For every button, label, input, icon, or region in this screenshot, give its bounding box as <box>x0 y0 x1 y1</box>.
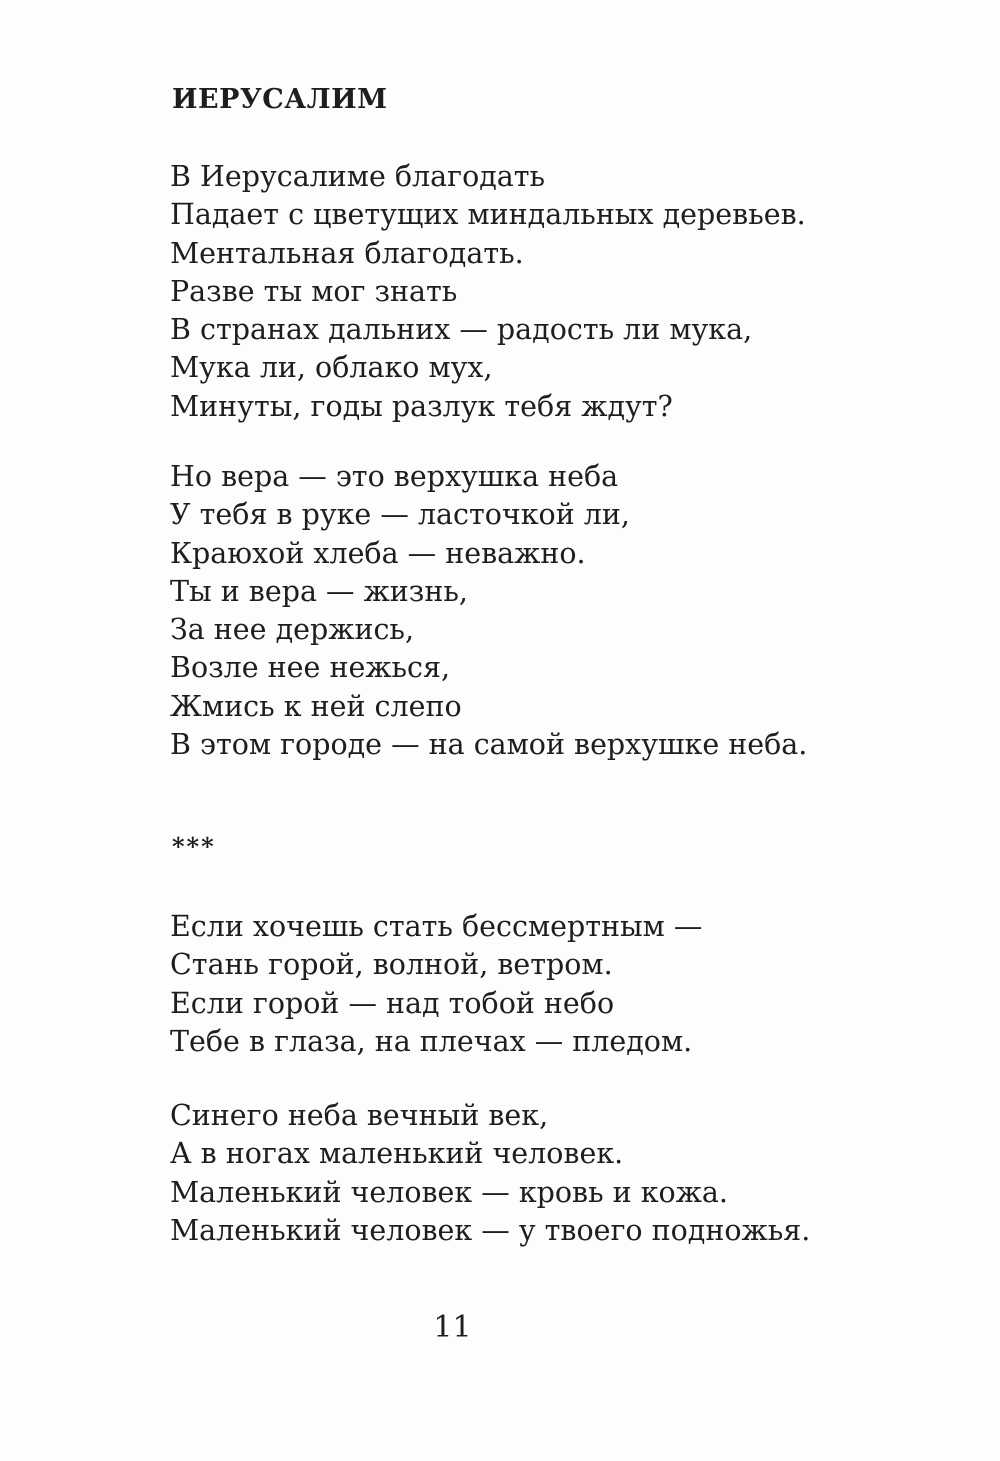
page-number-container <box>0 1310 1000 1345</box>
verse-line: Возле нее нежься, <box>170 651 451 685</box>
verse-line: Падает с цветущих миндальных деревьев. <box>170 198 806 232</box>
verse-line: Минуты, годы разлук тебя ждут? <box>170 389 673 423</box>
verse-line: Синего неба вечный век, <box>170 1099 549 1132</box>
verse-line: Маленький человек — у твоего подножья. <box>170 1213 811 1247</box>
verse-line: Если хочешь стать бессмертным — <box>170 910 703 943</box>
verse-line: Мука ли, облако мух, <box>170 351 493 385</box>
poem-title: ИЕРУСАЛИМ <box>172 84 388 115</box>
stanza-4 <box>170 1097 810 1250</box>
verse-line: Жмись к ней слепо <box>170 689 462 723</box>
verse-line: Но вера — это верхушка неба <box>170 460 619 493</box>
stanza-3 <box>170 908 702 1061</box>
verse-line: Если горой — над тобой небо <box>170 986 615 1020</box>
verse-line: В странах дальних — радость ли мука, <box>170 313 753 347</box>
verse-line: Стань горой, волной, ветром. <box>170 948 613 982</box>
page-number: 11 <box>433 1310 472 1345</box>
verse-line: Ментальная благодать. <box>170 236 524 270</box>
verse-line: Разве ты мог знать <box>170 274 458 308</box>
verse-line: Краюхой хлеба — неважно. <box>170 536 586 570</box>
verse-line: У тебя в руке — ласточкой ли, <box>170 498 630 532</box>
verse-line: А в ногах маленький человек. <box>170 1137 624 1171</box>
verse-line: В Иерусалиме благодать <box>170 160 546 193</box>
verse-line: Маленький человек — кровь и кожа. <box>170 1175 728 1209</box>
stanza-1 <box>170 158 806 426</box>
verse-line: За нее держись, <box>170 613 415 647</box>
stanza-2 <box>170 458 807 764</box>
verse-line: В этом городе — на самой верхушке неба. <box>170 728 808 762</box>
poem-title-asterisks: *** <box>172 832 216 861</box>
verse-line: Ты и вера — жизнь, <box>170 574 468 608</box>
verse-line: Тебе в глаза, на плечах — пледом. <box>170 1024 693 1058</box>
